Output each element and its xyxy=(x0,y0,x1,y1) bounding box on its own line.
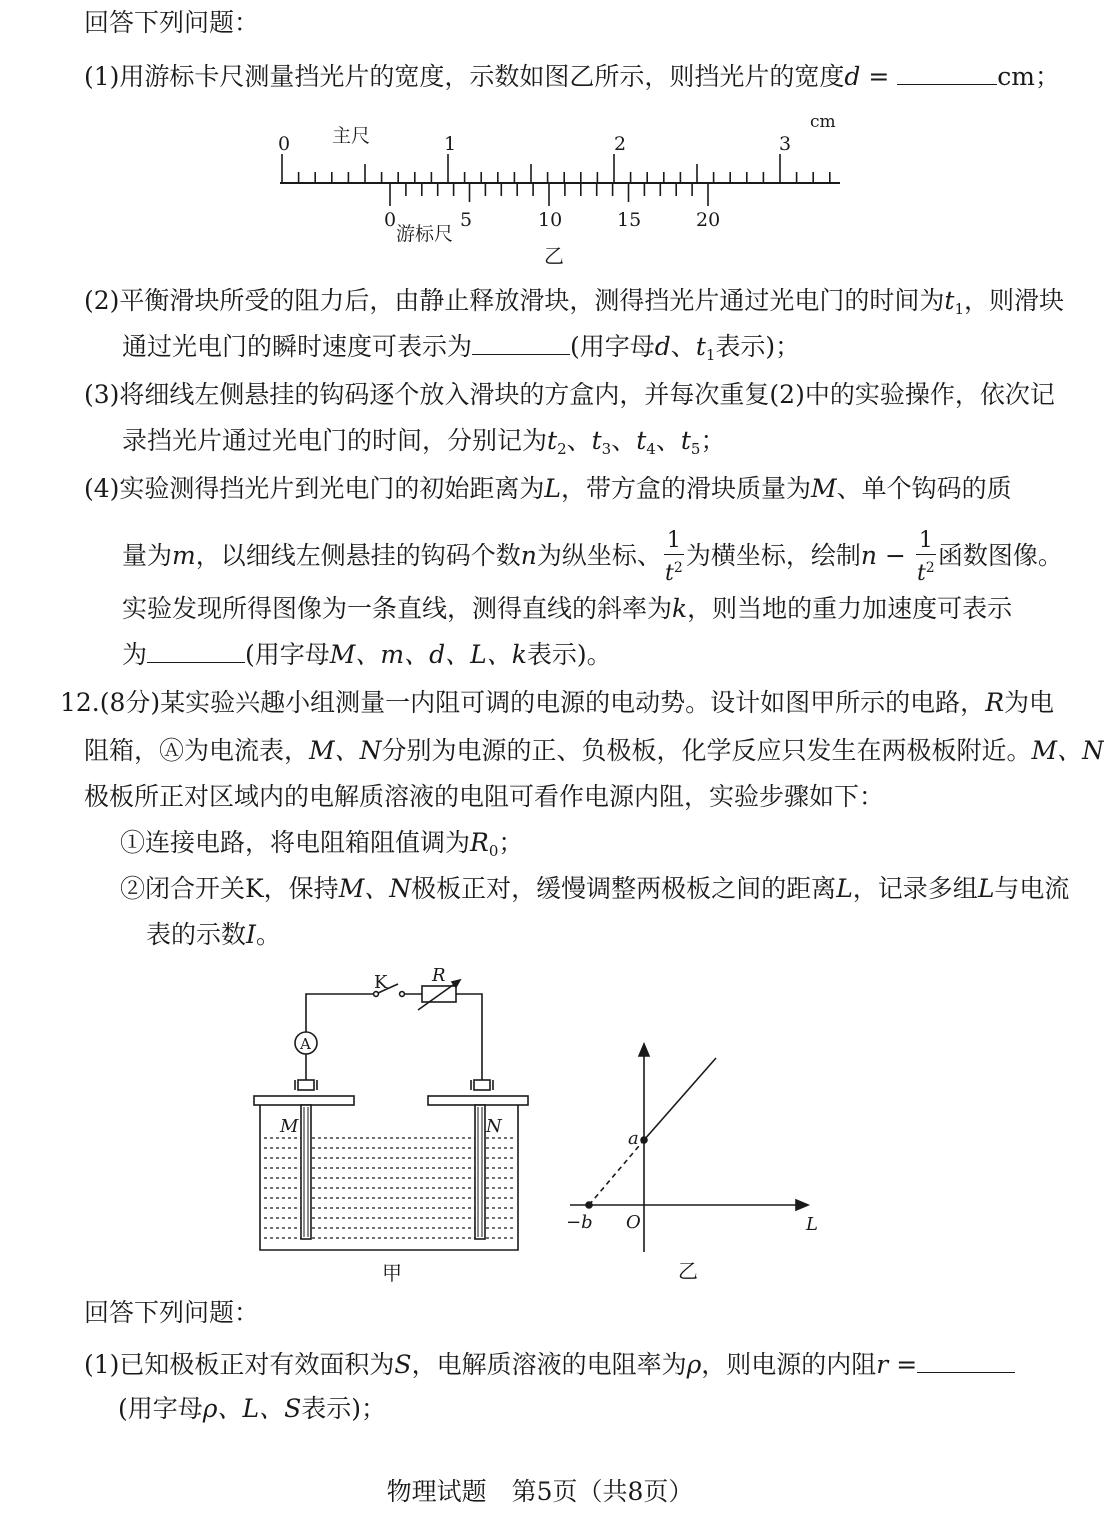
q12-part1-text-b: ，电解质溶液的电阻率为 xyxy=(411,1350,687,1379)
fraction-denominator-b: t xyxy=(916,561,926,586)
q12-text-c: 阻箱， xyxy=(84,736,160,765)
var-rho: ρ xyxy=(686,1350,702,1379)
q12-part1-hint-end: 表示)； xyxy=(301,1394,386,1423)
q12-step2-text-d: 与电流 xyxy=(994,874,1070,903)
sub-3: 3 xyxy=(601,440,612,458)
var-R0: R xyxy=(470,828,489,857)
q12-part1-hint-vars: ρ、L、S xyxy=(202,1394,302,1423)
var-M: M xyxy=(811,474,837,503)
sub-4: 4 xyxy=(646,440,656,458)
q12-step2-line1 xyxy=(120,872,1069,906)
var-m: m xyxy=(172,541,196,570)
fraction-1-over-t2-b xyxy=(916,530,936,585)
main-tick-label-0: 0 xyxy=(278,133,291,155)
extrapolated-dashed-line xyxy=(589,1140,644,1205)
label-minus-b: −b xyxy=(566,1212,593,1233)
switch-contact-right xyxy=(400,992,405,997)
q11-part3-line1: (3)将细线左侧悬挂的钩码逐个放入滑块的方盒内，并每次重复(2)中的实验操作，依次记 xyxy=(84,380,1055,409)
vernier-tick-label-15: 15 xyxy=(617,209,642,231)
caliper-caption: 乙 xyxy=(544,244,564,268)
data-line xyxy=(644,1058,716,1140)
main-tick-label-2: 2 xyxy=(614,133,627,155)
q12-step1-end: ； xyxy=(498,828,524,857)
electrode-m xyxy=(301,1105,311,1239)
q11-part4-line4 xyxy=(122,636,612,672)
answer-intro-q12: 回答下列问题： xyxy=(84,1298,260,1327)
lid-right xyxy=(428,1096,528,1105)
q12-step1 xyxy=(120,826,523,868)
var-r: r xyxy=(876,1350,889,1379)
var-n: n xyxy=(520,541,537,570)
q11-part4-text-k: 为 xyxy=(122,640,148,669)
var-L-2: L xyxy=(836,874,853,903)
ammeter-symbol: Ⓐ xyxy=(159,736,185,765)
fraction-denominator: t xyxy=(664,561,674,586)
main-tick-label-3: 3 xyxy=(779,133,792,155)
q11-part2-end: ，则滑块 xyxy=(964,286,1065,315)
q12-text-d: 为电流表， xyxy=(184,736,310,765)
q12-step2-text-b: 极板正对，缓慢调整两极板之间的距离 xyxy=(411,874,837,903)
sub-1-hint: 1 xyxy=(705,346,716,364)
q12-line3: 极板所正对区域内的电解质溶液的电阻可看作电源内阻，实验步骤如下： xyxy=(84,782,885,811)
terminal-m xyxy=(298,1080,314,1090)
q11-part4-text-g: 为横坐标，绘制 xyxy=(685,541,861,570)
vernier-caliper-figure xyxy=(260,108,860,268)
q11-part4-line1 xyxy=(84,472,1012,506)
q12-part1-line2 xyxy=(118,1392,386,1426)
q12-part1-text-c: ，则电源的内阻 xyxy=(701,1350,877,1379)
q11-part2-hint: (用字母 xyxy=(570,332,655,361)
var-t: t xyxy=(591,426,602,455)
var-MN: M、N xyxy=(309,736,382,765)
sub-5: 5 xyxy=(690,440,701,458)
q11-part2-line2 xyxy=(122,328,800,372)
answer-intro-q11: 回答下列问题： xyxy=(84,8,260,37)
vernier-scale-ticks xyxy=(390,183,708,206)
q11-part4-line2 xyxy=(122,530,1063,585)
q12-part1-text-a: (1)已知极板正对有效面积为 xyxy=(84,1350,395,1379)
q12-step2-text-f: 。 xyxy=(255,920,281,949)
var-t1: t xyxy=(944,286,955,315)
var-L: L xyxy=(544,474,562,503)
caliper-unit: cm xyxy=(810,112,836,132)
q11-part4-line3 xyxy=(122,592,1012,626)
q12-step2-text-c: ，记录多组 xyxy=(852,874,978,903)
q11-part3-end: ； xyxy=(700,426,726,455)
y-axis-arrow xyxy=(639,1044,649,1056)
vernier-tick-label-10: 10 xyxy=(538,209,563,231)
fraction-exponent-b: 2 xyxy=(925,560,935,576)
q11-part4-hint-vars: M、m、d、L、k xyxy=(329,640,527,669)
unit-cm: cm； xyxy=(997,62,1060,91)
answer-blank-width[interactable] xyxy=(897,58,997,85)
fraction-numerator: 1 xyxy=(664,530,684,555)
var-S: S xyxy=(394,1350,412,1379)
vernier-tick-label-20: 20 xyxy=(696,209,721,231)
sub-1: 1 xyxy=(954,300,965,318)
x-axis-arrow xyxy=(796,1200,808,1210)
var-R: R xyxy=(985,688,1005,717)
circuit-diagram xyxy=(246,962,576,1292)
switch-label: K xyxy=(374,972,388,993)
var-I: I xyxy=(246,920,256,949)
q12-text-e: 分别为电源的正、负极板，化学反应只发生在两极板附近。 xyxy=(381,736,1032,765)
q11-part4-hint: (用字母 xyxy=(245,640,330,669)
q11-part4-text-e: ，以细线左侧悬挂的钩码个数 xyxy=(195,541,521,570)
terminal-n xyxy=(474,1080,490,1090)
resistor-box xyxy=(422,986,456,1002)
equals-2: = xyxy=(888,1350,918,1379)
var-n-2: n xyxy=(860,541,877,570)
q12-part1-line1 xyxy=(84,1346,1015,1382)
var-t: t xyxy=(680,426,691,455)
var-d: d xyxy=(844,62,861,91)
q12-step2-text-e: 表的示数 xyxy=(146,920,247,949)
equals: = xyxy=(860,62,898,91)
var-MN-2: M、N xyxy=(1031,736,1104,765)
question-number-12: 12. xyxy=(60,688,100,717)
var-t: t xyxy=(636,426,647,455)
q11-part4-text-b: ，带方盒的滑块质量为 xyxy=(561,474,812,503)
var-MN-3: M、N xyxy=(338,874,412,903)
main-tick-label-1: 1 xyxy=(444,133,457,155)
answer-blank-gravity[interactable] xyxy=(147,636,245,663)
graph-caption: 乙 xyxy=(678,1259,698,1283)
fraction-exponent: 2 xyxy=(673,560,683,576)
wire-right xyxy=(456,994,482,1080)
wire-left-top xyxy=(306,994,374,1032)
var-L-3: L xyxy=(977,874,995,903)
circuit-caption: 甲 xyxy=(382,1261,402,1285)
x-axis-label: L xyxy=(806,1214,818,1235)
q11-part3-line2: 录挡光片通过光电门的时间，分别记为$t_2$、$t_3$、$t_4$、$t_5$； xyxy=(122,426,726,458)
q11-part4-text-c: 、单个钩码的质 xyxy=(836,474,1012,503)
fraction-1-over-t2 xyxy=(664,530,684,585)
intercept-b-point xyxy=(586,1202,592,1208)
sub-2: 2 xyxy=(557,440,567,458)
plate-n-label: N xyxy=(486,1116,502,1137)
q11-part4-text-a: (4)实验测得挡光片到光电门的初始距离为 xyxy=(84,474,545,503)
label-a: a xyxy=(628,1128,639,1149)
q11-part4-text-f: 为纵坐标、 xyxy=(536,541,662,570)
var-t1-hint: t xyxy=(695,332,706,361)
q11-part2-line1 xyxy=(84,284,1064,326)
q12-line1 xyxy=(60,686,1054,720)
q11-part1-text: (1)用游标卡尺测量挡光片的宽度，示数如图乙所示，则挡光片的宽度 xyxy=(84,62,845,91)
label-origin: O xyxy=(626,1212,641,1233)
q12-text-a: (8分)某实验兴趣小组测量一内阻可调的电源的电动势。设计如图甲所示的电路， xyxy=(99,688,986,717)
plate-m-label: M xyxy=(280,1116,299,1137)
minus-dash: − xyxy=(877,541,914,570)
q11-part2-text2: 通过光电门的瞬时速度可表示为 xyxy=(122,332,473,361)
q11-part2-hint-end: 表示)； xyxy=(715,332,801,361)
q11-part1 xyxy=(84,58,1060,94)
main-scale-ticks xyxy=(282,154,830,183)
q11-part4-text-i: 实验发现所得图像为一条直线，测得直线的斜率为 xyxy=(122,594,673,623)
q12-step1-text: ①连接电路，将电阻箱阻值调为 xyxy=(120,828,471,857)
main-scale-label: 主尺 xyxy=(332,125,371,147)
var-k: k xyxy=(672,594,688,623)
var-t: t xyxy=(547,426,558,455)
q12-part1-hint: (用字母 xyxy=(118,1394,203,1423)
answer-blank-velocity[interactable] xyxy=(472,328,570,355)
page-footer: 物理试题 第5页（共8页） xyxy=(386,1477,694,1506)
vernier-scale-label: 游标尺 xyxy=(396,223,454,245)
answer-blank-internal-resistance[interactable] xyxy=(917,1346,1015,1373)
var-d-hint: d xyxy=(654,332,671,361)
q12-line2 xyxy=(84,734,1104,768)
sub-0: 0 xyxy=(488,842,499,860)
lid-left xyxy=(254,1096,354,1105)
ammeter-label: A xyxy=(300,1035,311,1053)
q12-text-b: 为电 xyxy=(1004,688,1055,717)
q11-part4-hint-end: 表示)。 xyxy=(526,640,612,669)
vernier-tick-label-5: 5 xyxy=(460,209,473,231)
q11-part3-text: 录挡光片通过光电门的时间，分别记为 xyxy=(122,426,548,455)
q11-part4-text-h: 函数图像。 xyxy=(937,541,1063,570)
intercept-a-point xyxy=(641,1137,647,1143)
q11-part2-text: (2)平衡滑块所受的阻力后，由静止释放滑块，测得挡光片通过光电门的时间为 xyxy=(84,286,945,315)
graph-1-over-I-vs-L xyxy=(560,1040,840,1290)
sep: 、 xyxy=(670,332,696,361)
q12-step2-text-a: ②闭合开关K，保持 xyxy=(120,874,339,903)
electrode-n xyxy=(475,1105,485,1239)
q12-step2-line2 xyxy=(146,918,281,952)
resistor-label: R xyxy=(432,965,446,986)
q11-part4-text-j: ，则当地的重力加速度可表示 xyxy=(687,594,1013,623)
q11-part4-text-d: 量为 xyxy=(122,541,173,570)
fraction-numerator-b: 1 xyxy=(916,530,936,555)
vernier-tick-label-0: 0 xyxy=(384,209,397,231)
